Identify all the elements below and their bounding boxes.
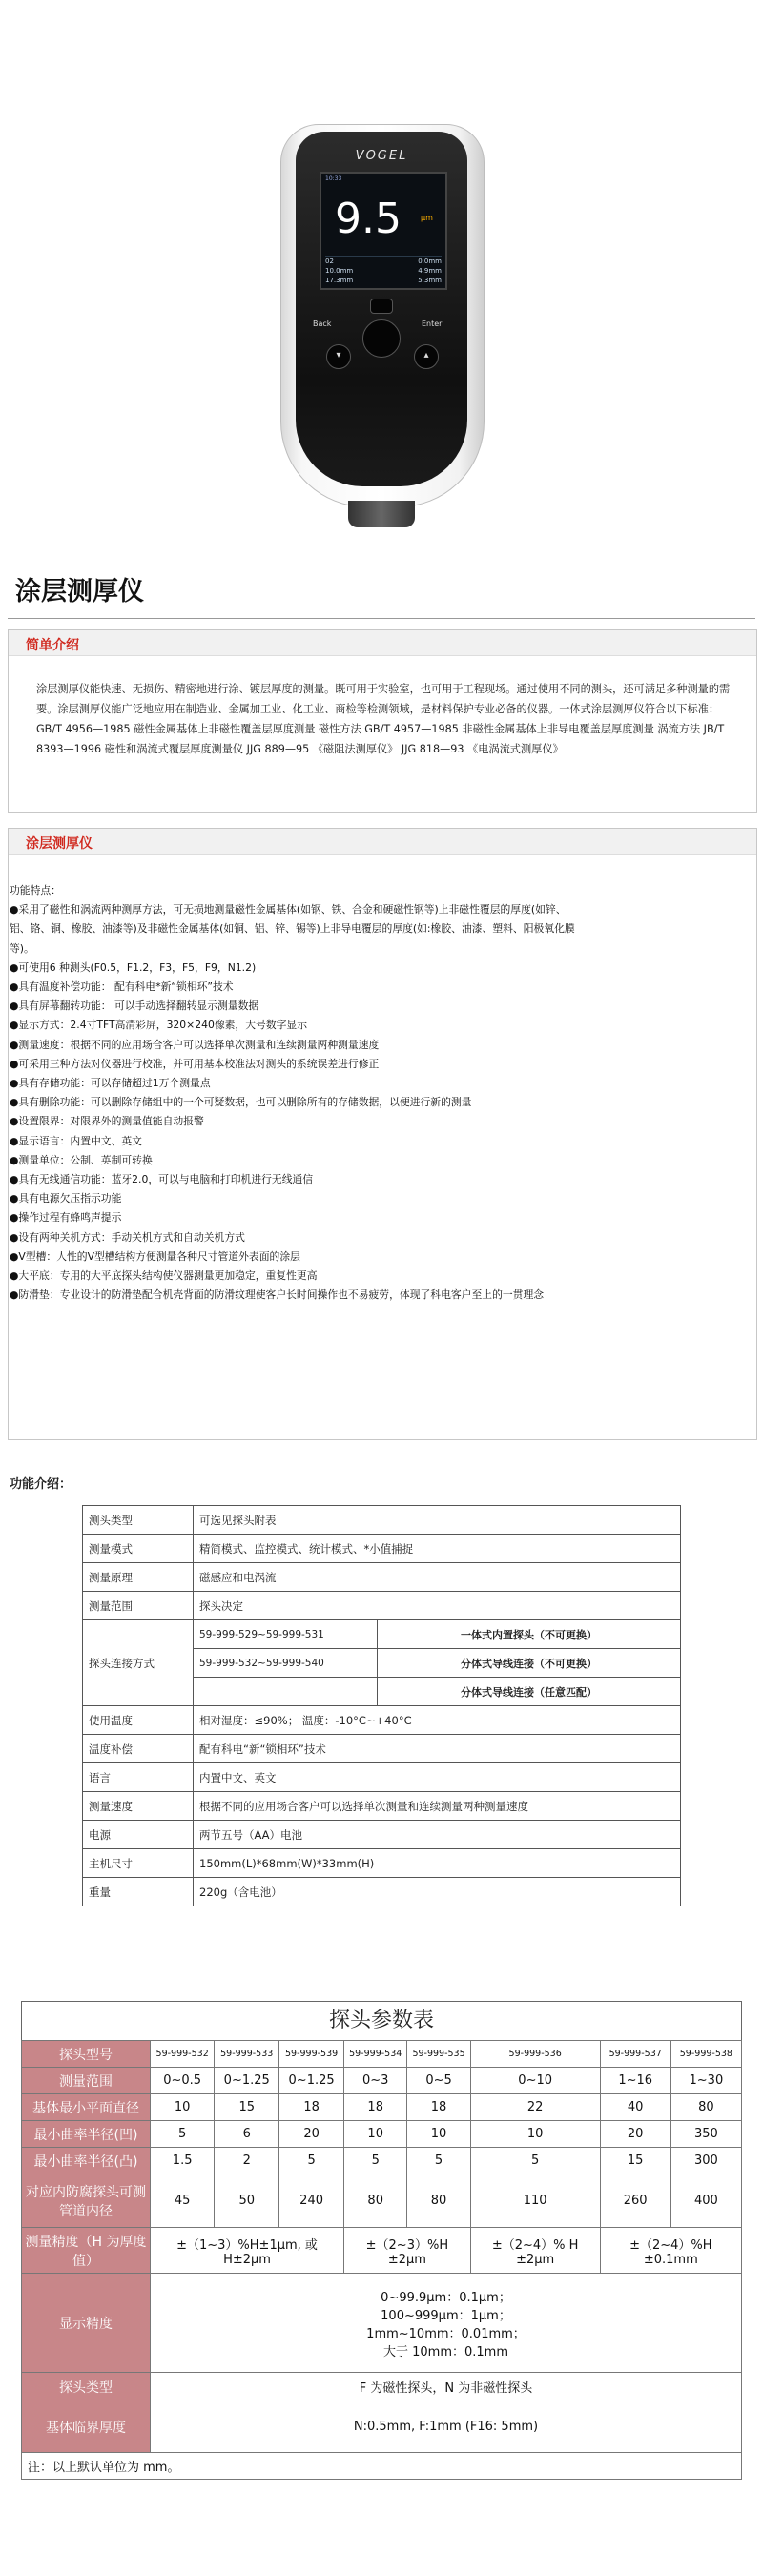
spec-label: 语言 <box>83 1763 194 1792</box>
spec-row <box>83 1592 681 1620</box>
probe-model: 59-999-536 <box>470 2041 600 2068</box>
device-face <box>296 132 467 486</box>
device-screen <box>320 172 447 290</box>
probe-row <box>22 2453 742 2480</box>
probe-row <box>22 2041 742 2068</box>
spec-value: 内置中文、英文 <box>194 1763 681 1792</box>
screen-row <box>325 266 442 276</box>
probe-row <box>22 2068 742 2094</box>
probe-value: 18 <box>344 2094 407 2121</box>
feature-item: ●具有屏幕翻转功能： 可以手动选择翻转显示测量数据 <box>10 999 259 1013</box>
feature-item: ●显示语言：内置中文、英文 <box>10 1134 142 1147</box>
spec-row <box>83 1821 681 1849</box>
probe-code-range: 59-999-532~59-999-540 <box>194 1649 378 1678</box>
probe-row <box>22 2094 742 2121</box>
device-probe-base <box>348 501 415 527</box>
probe-row <box>22 2174 742 2228</box>
functions-heading: 涂层测厚仪 <box>26 836 93 852</box>
feature-item: ●具有存储功能：可以存储超过1万个测量点 <box>10 1077 211 1090</box>
back-key-label: Back <box>313 319 332 328</box>
probe-value: 10 <box>407 2121 470 2148</box>
probe-row <box>22 2373 742 2401</box>
probe-value: 80 <box>344 2174 407 2228</box>
probe-model: 59-999-535 <box>407 2041 470 2068</box>
probe-row <box>22 2228 742 2274</box>
critical-thickness-value: N:0.5mm, F:1mm (F16: 5mm) <box>151 2401 742 2453</box>
spec-value: 根据不同的应用场合客户可以选择单次测量和连续测量两种测量速度 <box>194 1792 681 1821</box>
probe-connect-desc: 一体式内置探头（不可更换） <box>378 1620 681 1649</box>
probe-value: 15 <box>215 2094 279 2121</box>
feature-item: ●测量单位：公制、英制可转换 <box>10 1153 153 1166</box>
probe-row-label: 对应内防腐探头可测管道内径 <box>22 2174 151 2228</box>
feature-item: ●具有删除功能：可以删除存储组中的一个可疑数据，也可以删除所有的存储数据，以便进行新的测量 <box>10 1096 472 1109</box>
probe-row-label: 最小曲率半径(凹) <box>22 2121 151 2148</box>
feature-item: 等)。 <box>10 941 34 955</box>
probe-value: 300 <box>670 2148 741 2174</box>
feature-item: 铝、铬、铜、橡胶、油漆等)及非磁性金属基体(如铜、铝、锌、锡等)上非导电覆层的厚度(如:橡胶、油漆、塑料、阳极氧化膜 <box>10 922 575 936</box>
probe-value: 80 <box>407 2174 470 2228</box>
spec-label: 测量范围 <box>83 1592 194 1620</box>
feature-item: ●大平底：专用的大平底探头结构使仪器测量更加稳定，重复性更高 <box>10 1269 318 1283</box>
spec-table-title: 功能介绍： <box>10 1477 72 1492</box>
probe-table <box>21 2040 742 2480</box>
probe-code-range <box>194 1678 378 1706</box>
screen-reading: 9.5 <box>335 195 402 243</box>
intro-text: 涂层测厚仪能快速、无损伤、精密地进行涂、镀层厚度的测量。既可用于实验室，也可用于工程现场。通过使用不同的测头，还可满足多种测量的需要。涂层测厚仪能广泛地应用在制造业、金属加工业、化工业、商检等检测领域，是材料保护专业必备的仪器。一体式涂层测厚仪符合以下标准： GB/T 4956—1985 磁性金属基体上非磁性覆盖层厚度测量 磁性方法 GB/T 4957—1985 非磁性金属基体上非导电覆盖层厚度测量 涡流方法 JB/T 8393—1996 磁性和涡流式覆层厚度测量仪 JJG 889—95 《磁阻法测厚仪》 JJG 818—93 《电涡流式测厚仪》 <box>36 683 731 755</box>
probe-type-value: F 为磁性探头，N 为非磁性探头 <box>151 2373 742 2401</box>
resolution-line: 0~99.9μm：0.1μm； <box>381 2290 511 2305</box>
feature-item: ●具有电源欠压指示功能 <box>10 1192 122 1206</box>
probe-row <box>22 2121 742 2148</box>
screen-cell: 0.0mm <box>418 258 442 265</box>
probe-value: 0~0.5 <box>151 2068 215 2094</box>
probe-value: 10 <box>470 2121 600 2148</box>
accuracy-value: ±（2~3）%H ±2μm <box>344 2228 471 2274</box>
spec-value: 精简模式、监控模式、统计模式、*小值捕捉 <box>194 1535 681 1563</box>
screen-unit: μm <box>421 214 433 222</box>
probe-value: 80 <box>670 2094 741 2121</box>
feature-item: ●具有无线通信功能：蓝牙2.0，可以与电脑和打印机进行无线通信 <box>10 1173 314 1186</box>
spec-value: 220g（含电池） <box>194 1878 681 1906</box>
probe-row-label: 探头型号 <box>22 2041 151 2068</box>
probe-model: 59-999-538 <box>670 2041 741 2068</box>
probe-value: 0~10 <box>470 2068 600 2094</box>
feature-item: ●设有两种关机方式：手动关机方式和自动关机方式 <box>10 1230 245 1244</box>
probe-value: 350 <box>670 2121 741 2148</box>
spec-label: 使用温度 <box>83 1706 194 1735</box>
feature-item: ●设置限界：对限界外的测量值能自动报警 <box>10 1115 204 1128</box>
screen-row <box>325 257 442 266</box>
probe-value: 0~5 <box>407 2068 470 2094</box>
spec-value: 150mm(L)*68mm(W)*33mm(H) <box>194 1849 681 1878</box>
probe-value: 45 <box>151 2174 215 2228</box>
probe-connect-row <box>83 1620 681 1649</box>
feature-item: ●可采用三种方法对仪器进行校准，并可用基本校准法对测头的系统误差进行修正 <box>10 1057 380 1070</box>
probe-value: 0~3 <box>344 2068 407 2094</box>
feature-item: 功能特点： <box>10 884 61 896</box>
spec-row <box>83 1763 681 1792</box>
probe-value: 5 <box>407 2148 470 2174</box>
feature-item: ●可使用6 种测头(F0.5，F1.2，F3，F5，F9，N1.2) <box>10 960 257 974</box>
probe-code-range: 59-999-529~59-999-531 <box>194 1620 378 1649</box>
spec-label: 测量原理 <box>83 1563 194 1592</box>
intro-header-bar <box>9 630 756 656</box>
accuracy-value: ±（2~4）%H ±0.1mm <box>600 2228 741 2274</box>
spec-value: 磁感应和电涡流 <box>194 1563 681 1592</box>
spec-label: 电源 <box>83 1821 194 1849</box>
probe-row-label: 基体临界厚度 <box>22 2401 151 2453</box>
probe-value: 50 <box>215 2174 279 2228</box>
probe-value: 5 <box>279 2148 344 2174</box>
probe-model: 59-999-533 <box>215 2041 279 2068</box>
feature-item: ●防滑垫：专业设计的防滑垫配合机壳背面的防滑纹理使客户长时间操作也不易疲劳，体现了科电客户至上的一贯理念 <box>10 1288 545 1302</box>
device-keypad <box>307 299 456 375</box>
feature-item: ●测量速度：根据不同的应用场合客户可以选择单次测量和连续测量两种测量速度 <box>10 1038 380 1051</box>
spec-row <box>83 1706 681 1735</box>
accuracy-value: ±（2~4）% H ±2μm <box>470 2228 600 2274</box>
spec-label: 主机尺寸 <box>83 1849 194 1878</box>
probe-row <box>22 2274 742 2373</box>
probe-row-label: 探头类型 <box>22 2373 151 2401</box>
resolution-line: 大于 10mm：0.1mm <box>382 2344 508 2360</box>
functions-header-bar <box>9 829 756 855</box>
probe-value: 2 <box>215 2148 279 2174</box>
probe-value: 18 <box>279 2094 344 2121</box>
probe-connect-desc: 分体式导线连接（任意匹配） <box>378 1678 681 1706</box>
table-note: 注：以上默认单位为 mm。 <box>22 2453 742 2480</box>
feature-item: ●采用了磁性和涡流两种测厚方法，可无损地测量磁性金属基体(如钢、铁、合金和硬磁性钢等)上非磁性覆层的厚度(如锌、 <box>10 903 567 917</box>
probe-value: 260 <box>600 2174 670 2228</box>
spec-row <box>83 1535 681 1563</box>
title-divider <box>8 618 755 619</box>
spec-value: 相对湿度：≤90%； 温度：-10°C~+40°C <box>194 1706 681 1735</box>
probe-value: 15 <box>600 2148 670 2174</box>
probe-model: 59-999-534 <box>344 2041 407 2068</box>
probe-value: 40 <box>600 2094 670 2121</box>
spec-table <box>82 1505 681 1906</box>
spec-row <box>83 1735 681 1763</box>
probe-value: 10 <box>151 2094 215 2121</box>
probe-row-label: 基体最小平面直径 <box>22 2094 151 2121</box>
probe-value: 400 <box>670 2174 741 2228</box>
screen-data-grid <box>325 256 442 284</box>
feature-item: ●V型槽：人性的V型槽结构方便测量各种尺寸管道外表面的涂层 <box>10 1249 300 1263</box>
screen-cell: 5.3mm <box>418 277 442 284</box>
probe-connect-desc: 分体式导线连接（不可更换） <box>378 1649 681 1678</box>
spec-label: 测量速度 <box>83 1792 194 1821</box>
page-title: 涂层测厚仪 <box>15 577 144 607</box>
resolution-line: 1mm~10mm：0.01mm； <box>366 2326 526 2341</box>
spec-row <box>83 1506 681 1535</box>
probe-value: 1~16 <box>600 2068 670 2094</box>
probe-row-label: 最小曲率半径(凸) <box>22 2148 151 2174</box>
spec-label: 测头类型 <box>83 1506 194 1535</box>
accuracy-value: ±（1~3）%H±1μm, 或 H±2μm <box>151 2228 344 2274</box>
probe-value: 1~30 <box>670 2068 741 2094</box>
feature-item: ●具有温度补偿功能： 配有科电*新“锁相环”技术 <box>10 980 234 994</box>
spec-label: 重量 <box>83 1878 194 1906</box>
probe-row <box>22 2148 742 2174</box>
up-arrow-icon: ▴ <box>414 344 439 369</box>
spec-label: 探头连接方式 <box>83 1620 194 1706</box>
power-key <box>370 299 393 314</box>
probe-row-label: 测量精度（H 为厚度值） <box>22 2228 151 2274</box>
probe-value: 5 <box>470 2148 600 2174</box>
probe-model: 59-999-539 <box>279 2041 344 2068</box>
center-key <box>362 319 401 358</box>
down-arrow-icon: ▾ <box>326 344 351 369</box>
feature-item: ●显示方式：2.4寸TFT高清彩屏，320×240像素，大号数字显示 <box>10 1019 308 1032</box>
probe-value: 5 <box>151 2121 215 2148</box>
product-image <box>267 124 496 534</box>
brand-logo: VOGEL <box>355 149 408 163</box>
probe-row-label: 测量范围 <box>22 2068 151 2094</box>
screen-row <box>325 276 442 285</box>
probe-value: 110 <box>470 2174 600 2228</box>
probe-row-label: 显示精度 <box>22 2274 151 2373</box>
probe-model: 59-999-532 <box>151 2041 215 2068</box>
probe-model: 59-999-537 <box>600 2041 670 2068</box>
probe-value: 10 <box>344 2121 407 2148</box>
spec-value: 可选见探头附表 <box>194 1506 681 1535</box>
spec-table-wrap <box>82 1505 681 1906</box>
enter-key-label: Enter <box>422 319 443 328</box>
screen-cell: 4.9mm <box>418 267 442 275</box>
probe-value: 18 <box>407 2094 470 2121</box>
spec-row <box>83 1849 681 1878</box>
probe-value: 20 <box>600 2121 670 2148</box>
probe-value: 5 <box>344 2148 407 2174</box>
spec-value: 两节五号（AA）电池 <box>194 1821 681 1849</box>
probe-table-title: 探头参数表 <box>21 2001 742 2040</box>
spec-row <box>83 1878 681 1906</box>
probe-value: 20 <box>279 2121 344 2148</box>
spec-label: 温度补偿 <box>83 1735 194 1763</box>
resolution-value <box>151 2274 742 2373</box>
probe-value: 22 <box>470 2094 600 2121</box>
screen-cell: 02 <box>325 258 334 265</box>
probe-value: 1.5 <box>151 2148 215 2174</box>
probe-value: 0~1.25 <box>279 2068 344 2094</box>
spec-value: 配有科电“新“锁相环”技术 <box>194 1735 681 1763</box>
resolution-line: 100~999μm：1μm； <box>381 2308 511 2323</box>
probe-value: 240 <box>279 2174 344 2228</box>
spec-value: 探头决定 <box>194 1592 681 1620</box>
intro-heading: 简单介绍 <box>26 638 79 653</box>
probe-row <box>22 2401 742 2453</box>
probe-value: 6 <box>215 2121 279 2148</box>
screen-cell: 10.0mm <box>325 267 354 275</box>
feature-item: ●操作过程有蜂鸣声提示 <box>10 1211 122 1225</box>
spec-row <box>83 1792 681 1821</box>
screen-status: 10:33 <box>325 175 342 182</box>
spec-row <box>83 1563 681 1592</box>
screen-cell: 17.3mm <box>325 277 354 284</box>
spec-label: 测量模式 <box>83 1535 194 1563</box>
probe-value: 0~1.25 <box>215 2068 279 2094</box>
feature-list <box>10 881 753 1305</box>
probe-table-wrap <box>21 2001 742 2480</box>
